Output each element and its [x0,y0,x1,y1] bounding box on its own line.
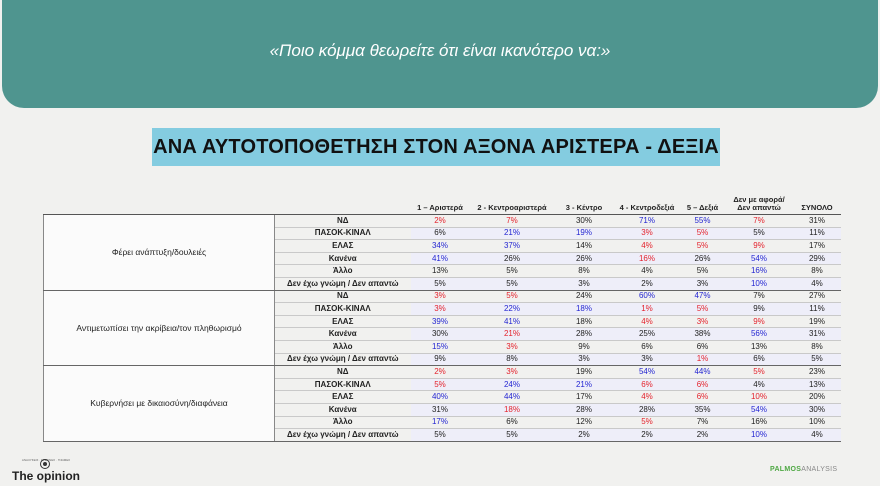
value-cell: 20% [794,391,841,404]
value-cell: 6% [681,340,725,353]
value-cell: 17% [794,240,841,253]
value-cell: 16% [725,416,794,429]
value-cell: 6% [681,378,725,391]
table-header-row [44,186,841,215]
value-cell: 4% [614,391,681,404]
value-cell: 6% [725,353,794,366]
question-text: «Ποιο κόμμα θεωρείτε ότι είναι ικανότερο να:» [269,41,611,60]
value-cell: 25% [614,328,681,341]
value-cell: 5% [411,277,470,290]
value-cell: 41% [470,315,555,328]
party-label: Άλλο [275,416,411,429]
source-logo-suffix: ANALYSIS [801,466,838,473]
value-cell: 5% [470,265,555,278]
question-banner [2,0,878,108]
value-cell: 6% [470,416,555,429]
value-cell: 21% [555,378,614,391]
value-cell: 5% [681,303,725,316]
value-cell: 9% [555,340,614,353]
value-cell: 10% [725,391,794,404]
value-cell: 3% [470,366,555,379]
value-cell: 5% [614,416,681,429]
column-header: 3 - Κέντρο [555,186,614,215]
value-cell: 44% [681,366,725,379]
value-cell: 18% [555,303,614,316]
value-cell: 9% [725,303,794,316]
party-label: ΝΔ [275,366,411,379]
value-cell: 31% [794,215,841,228]
value-cell: 55% [681,215,725,228]
party-label: ΠΑΣΟΚ-ΚΙΝΑΛ [275,378,411,391]
value-cell: 12% [555,416,614,429]
value-cell: 7% [725,290,794,303]
party-label: ΝΔ [275,215,411,228]
value-cell: 4% [794,429,841,442]
value-cell: 3% [681,315,725,328]
value-cell: 2% [614,277,681,290]
value-cell: 5% [411,429,470,442]
value-cell: 4% [614,315,681,328]
value-cell: 8% [794,265,841,278]
value-cell: 7% [725,215,794,228]
value-cell: 56% [725,328,794,341]
value-cell: 6% [614,340,681,353]
value-cell: 2% [555,429,614,442]
group-label: Κυβερνήσει με δικαιοσύνη/διαφάνεια [44,366,275,442]
party-label: Άλλο [275,340,411,353]
value-cell: 16% [614,252,681,265]
value-cell: 1% [614,303,681,316]
value-cell: 9% [411,353,470,366]
value-cell: 18% [470,403,555,416]
value-cell: 13% [725,340,794,353]
party-label: ΝΔ [275,290,411,303]
brand-tagline: ΑΝΑΛΥΣΕΙΣ · ΕΡΕΥΝΕΣ · ΓΝΩΜΕΣ [21,458,71,462]
value-cell: 5% [681,265,725,278]
value-cell: 3% [470,340,555,353]
value-cell: 3% [555,353,614,366]
value-cell: 7% [681,416,725,429]
value-cell: 1% [681,353,725,366]
value-cell: 26% [555,252,614,265]
value-cell: 54% [614,366,681,379]
value-cell: 17% [411,416,470,429]
value-cell: 40% [411,391,470,404]
value-cell: 24% [555,290,614,303]
value-cell: 30% [411,328,470,341]
value-cell: 28% [555,403,614,416]
value-cell: 44% [470,391,555,404]
party-label: ΕΛΑΣ [275,391,411,404]
value-cell: 3% [614,227,681,240]
value-cell: 2% [411,215,470,228]
value-cell: 13% [411,265,470,278]
header-blank-party [275,186,411,215]
value-cell: 21% [470,328,555,341]
value-cell: 9% [725,315,794,328]
column-header: 1 – Αριστερά [411,186,470,215]
party-label: ΕΛΑΣ [275,240,411,253]
value-cell: 26% [681,252,725,265]
value-cell: 11% [794,227,841,240]
value-cell: 6% [411,227,470,240]
value-cell: 5% [794,353,841,366]
value-cell: 37% [470,240,555,253]
value-cell: 3% [681,277,725,290]
value-cell: 4% [794,277,841,290]
value-cell: 5% [681,240,725,253]
column-header: 5 – Δεξιά [681,186,725,215]
value-cell: 5% [725,366,794,379]
value-cell: 23% [794,366,841,379]
value-cell: 41% [411,252,470,265]
value-cell: 17% [555,391,614,404]
value-cell: 29% [794,252,841,265]
value-cell: 27% [794,290,841,303]
value-cell: 31% [411,403,470,416]
value-cell: 11% [794,303,841,316]
party-label: Κανένα [275,252,411,265]
value-cell: 28% [555,328,614,341]
eye-logo-icon [40,459,50,469]
value-cell: 28% [614,403,681,416]
value-cell: 30% [794,403,841,416]
party-label: Κανένα [275,328,411,341]
value-cell: 5% [681,227,725,240]
value-cell: 19% [555,227,614,240]
column-header: 4 - Κεντροδεξιά [614,186,681,215]
party-label: Άλλο [275,265,411,278]
value-cell: 2% [614,429,681,442]
table-row [44,366,841,379]
value-cell: 31% [794,328,841,341]
value-cell: 8% [555,265,614,278]
value-cell: 4% [725,378,794,391]
header-blank-group [44,186,275,215]
brand-logo-text: The opinion [12,469,80,483]
party-label: Δεν έχω γνώμη / Δεν απαντώ [275,429,411,442]
value-cell: 10% [725,429,794,442]
value-cell: 5% [470,277,555,290]
table-row [44,215,841,228]
results-table [43,186,841,442]
value-cell: 2% [681,429,725,442]
value-cell: 38% [681,328,725,341]
value-cell: 5% [470,290,555,303]
value-cell: 15% [411,340,470,353]
value-cell: 35% [681,403,725,416]
subtitle-box: ΑΝΑ ΑΥΤΟΤΟΠΟΘΕΤΗΣΗ ΣΤΟΝ ΑΞΟΝΑ ΑΡΙΣΤΕΡΑ - ΔΕΞΙΑ [152,128,720,166]
value-cell: 3% [614,353,681,366]
value-cell: 19% [555,366,614,379]
column-header: Δεν με αφορά/ Δεν απαντώ [725,186,794,215]
value-cell: 19% [794,315,841,328]
value-cell: 5% [411,378,470,391]
source-logo-main: PALMOS [770,466,802,473]
value-cell: 13% [794,378,841,391]
value-cell: 14% [555,240,614,253]
value-cell: 4% [614,265,681,278]
value-cell: 54% [725,252,794,265]
value-cell: 71% [614,215,681,228]
value-cell: 4% [614,240,681,253]
column-header: 2 - Κεντροαριστερά [470,186,555,215]
value-cell: 24% [470,378,555,391]
value-cell: 9% [725,240,794,253]
value-cell: 3% [411,303,470,316]
table-row [44,290,841,303]
value-cell: 6% [614,378,681,391]
value-cell: 16% [725,265,794,278]
party-label: Δεν έχω γνώμη / Δεν απαντώ [275,353,411,366]
value-cell: 34% [411,240,470,253]
party-label: Δεν έχω γνώμη / Δεν απαντώ [275,277,411,290]
value-cell: 22% [470,303,555,316]
value-cell: 5% [470,429,555,442]
value-cell: 6% [681,391,725,404]
value-cell: 5% [725,227,794,240]
source-logo [770,466,837,473]
value-cell: 3% [555,277,614,290]
value-cell: 3% [411,290,470,303]
value-cell: 60% [614,290,681,303]
group-label: Φέρει ανάπτυξη/δουλειές [44,215,275,291]
party-label: Κανένα [275,403,411,416]
table-body [44,215,841,442]
value-cell: 21% [470,227,555,240]
value-cell: 54% [725,403,794,416]
value-cell: 26% [470,252,555,265]
value-cell: 10% [725,277,794,290]
group-label: Αντιμετωπίσει την ακρίβεια/τον πληθωρισμό [44,290,275,366]
party-label: ΕΛΑΣ [275,315,411,328]
value-cell: 8% [470,353,555,366]
value-cell: 8% [794,340,841,353]
party-label: ΠΑΣΟΚ-ΚΙΝΑΛ [275,227,411,240]
value-cell: 39% [411,315,470,328]
column-header: ΣΥΝΟΛΟ [794,186,841,215]
value-cell: 7% [470,215,555,228]
value-cell: 47% [681,290,725,303]
value-cell: 30% [555,215,614,228]
value-cell: 18% [555,315,614,328]
value-cell: 10% [794,416,841,429]
party-label: ΠΑΣΟΚ-ΚΙΝΑΛ [275,303,411,316]
value-cell: 2% [411,366,470,379]
